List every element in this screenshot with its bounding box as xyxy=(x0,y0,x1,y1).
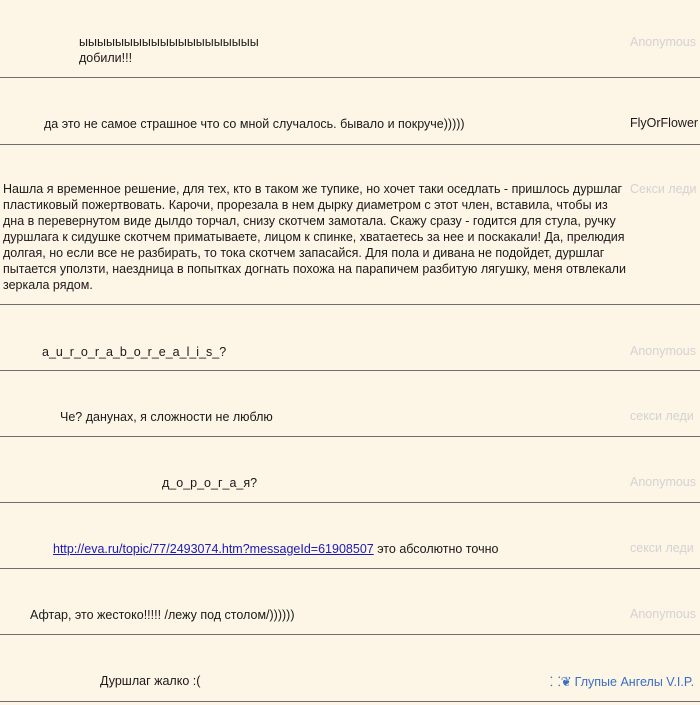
post-row xyxy=(0,145,700,305)
post-text: д_о_р_о_г_а_я? xyxy=(162,476,258,490)
post-author[interactable]: Anonymous xyxy=(630,607,697,621)
post-author[interactable]: Anonymous xyxy=(630,344,697,358)
post-row xyxy=(0,371,700,437)
post-author-name: Глупые Ангелы V.I.P. xyxy=(574,675,695,689)
post-line: ыыыыыыыыыыыыыыыыыыыы xyxy=(79,35,259,49)
post-row xyxy=(0,305,700,371)
bow-icon: ⸬❦ xyxy=(550,674,572,689)
post-link-comment: это абсолютно точно xyxy=(373,542,499,556)
post-author[interactable]: Anonymous xyxy=(630,35,697,49)
post-author[interactable] xyxy=(550,672,700,690)
post-text: a_u_r_o_r_a_b_o_r_e_a_l_i_s_? xyxy=(42,345,227,359)
post-author[interactable]: секси леди xyxy=(630,541,694,555)
post-text: Афтар, это жестоко!!!!! /лежу под столом/)))))) xyxy=(30,608,295,622)
post-author[interactable]: Секси леди xyxy=(630,182,697,196)
post-row xyxy=(0,0,700,78)
post-text: Дуршлаг жалко :( xyxy=(100,674,201,688)
post-line: добили!!! xyxy=(79,51,133,65)
post-row xyxy=(0,635,700,702)
post-text xyxy=(53,541,498,557)
post-author[interactable]: секси леди xyxy=(630,409,694,423)
post-text: да это не самое страшное что со мной случалось. бывало и покруче))))) xyxy=(44,117,465,131)
post-row xyxy=(0,569,700,635)
post-author[interactable]: Anonymous xyxy=(630,475,697,489)
post-text xyxy=(79,34,259,66)
post-author[interactable]: FlyOrFlower xyxy=(630,116,699,130)
post-text: Нашла я временное решение, для тех, кто в таком же тупике, но хочет таки оседлать - пришлось дуршлаг пластиковый пожертвовать. Карочи, прорезала в нем дырку диаметром с этот член, вставила, чтобы из дна в перевернутом виде дылдо торчал, снизу скотчем замотала. Скажу сразу - годится для стула, ручку дуршлага к сидушке скотчем приматываете, лицом к спинке, хватаетесь за нее и поскакали! Да, прелюдия долгая, но если все не разбирать, то тока скотчем запасайся. Для пола и дивана не подойдет, дуршлаг пытается уползти, наездница в попытках догнать похожа на парапичем разбитую лягушку, меня отвлекали зеркала рядом. xyxy=(3,182,626,292)
post-row xyxy=(0,437,700,503)
post-row xyxy=(0,78,700,145)
post-link[interactable]: http://eva.ru/topic/77/2493074.htm?messageId=61908507 xyxy=(53,542,374,556)
post-text: Че? данунах, я сложности не люблю xyxy=(60,410,273,424)
post-row xyxy=(0,503,700,569)
